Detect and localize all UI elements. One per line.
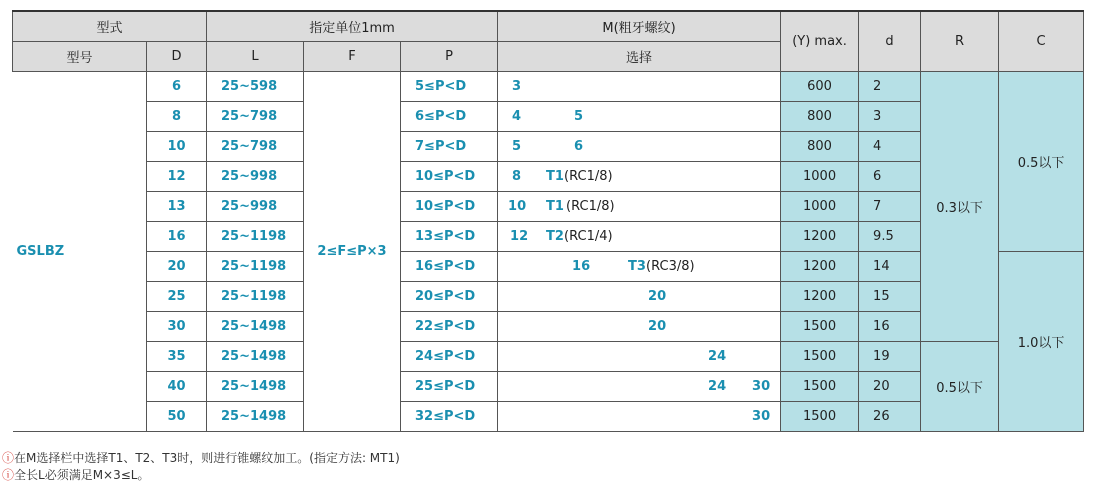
m-value: (RC1/8) (566, 198, 615, 214)
cell-Y: 1000 (781, 191, 859, 221)
m-value: T1 (546, 198, 564, 214)
cell-P: 22≤P<D (401, 311, 498, 341)
cell-d: 4 (859, 131, 921, 161)
m-group-header: M(粗牙螺纹) (498, 11, 781, 41)
cell-D: 6 (147, 71, 207, 101)
cell-D: 8 (147, 101, 207, 131)
cell-D: 40 (147, 371, 207, 401)
cell-D: 16 (147, 221, 207, 251)
f-range: 2≤F≤P×3 (304, 71, 401, 431)
cell-d: 9.5 (859, 221, 921, 251)
cell-M (498, 71, 781, 101)
notes (2, 450, 400, 484)
type-group-header: 型式 (13, 11, 207, 41)
m-value: 10 (508, 198, 527, 214)
cell-Y: 800 (781, 131, 859, 161)
note-text: 全长L必须满足M×3≤L。 (14, 468, 150, 482)
cell-d: 16 (859, 311, 921, 341)
cell-M (498, 191, 781, 221)
cell-L: 25~798 (207, 131, 304, 161)
cell-Y: 1200 (781, 281, 859, 311)
note-line (2, 450, 400, 467)
m-value: 5 (574, 108, 584, 124)
cell-Y: 1500 (781, 401, 859, 431)
cell-L: 25~1198 (207, 221, 304, 251)
cell-P: 7≤P<D (401, 131, 498, 161)
cell-D: 20 (147, 251, 207, 281)
spec-table-container (12, 10, 1084, 432)
cell-P: 10≤P<D (401, 161, 498, 191)
cell-D: 50 (147, 401, 207, 431)
cell-L: 25~598 (207, 71, 304, 101)
cell-P: 6≤P<D (401, 101, 498, 131)
cell-P: 10≤P<D (401, 191, 498, 221)
cell-D: 13 (147, 191, 207, 221)
cell-Y: 1200 (781, 251, 859, 281)
model-header: 型号 (13, 41, 147, 71)
d-header: d (859, 11, 921, 71)
m-value: T2 (546, 228, 564, 244)
m-value: 30 (752, 378, 771, 394)
cell-d: 2 (859, 71, 921, 101)
model-name: GSLBZ (13, 71, 147, 431)
cell-d: 20 (859, 371, 921, 401)
cell-M (498, 131, 781, 161)
L-header: L (207, 41, 304, 71)
cell-M (498, 251, 781, 281)
cell-D: 30 (147, 311, 207, 341)
cell-M (498, 401, 781, 431)
m-value: (RC3/8) (646, 258, 695, 274)
cell-P: 5≤P<D (401, 71, 498, 101)
m-value: 24 (708, 348, 727, 364)
cell-M (498, 371, 781, 401)
spec-table (12, 10, 1084, 432)
m-value: 20 (648, 288, 667, 304)
cell-D: 12 (147, 161, 207, 191)
cell-d: 26 (859, 401, 921, 431)
cell-M (498, 161, 781, 191)
cell-L: 25~1498 (207, 401, 304, 431)
cell-d: 15 (859, 281, 921, 311)
cell-P: 16≤P<D (401, 251, 498, 281)
m-value: T3 (628, 258, 646, 274)
cell-d: 3 (859, 101, 921, 131)
cell-P: 32≤P<D (401, 401, 498, 431)
m-value: 5 (512, 138, 522, 154)
cell-L: 25~998 (207, 161, 304, 191)
F-header: F (304, 41, 401, 71)
cell-Y: 1500 (781, 371, 859, 401)
m-value: 4 (512, 108, 522, 124)
cell-L: 25~1198 (207, 251, 304, 281)
cell-M (498, 101, 781, 131)
cell-Y: 1200 (781, 221, 859, 251)
cell-M (498, 341, 781, 371)
m-value: T1 (546, 168, 564, 184)
cell-d: 14 (859, 251, 921, 281)
cell-Y: 1500 (781, 311, 859, 341)
table-row (13, 71, 1084, 101)
r-value: 0.3以下 (921, 71, 999, 341)
note-text: 在M选择栏中选择T1、T2、T3时，则进行锥螺纹加工。(指定方法: MT1) (14, 451, 400, 465)
y-max-header: (Y) max. (781, 11, 859, 71)
cell-D: 25 (147, 281, 207, 311)
header-row-1 (13, 11, 1084, 41)
cell-L: 25~1198 (207, 281, 304, 311)
m-value: 6 (574, 138, 584, 154)
m-value: 8 (512, 168, 522, 184)
cell-P: 25≤P<D (401, 371, 498, 401)
m-value: 12 (510, 228, 529, 244)
cell-P: 20≤P<D (401, 281, 498, 311)
c-value: 1.0以下 (999, 251, 1084, 431)
m-value: (RC1/8) (564, 168, 613, 184)
cell-M (498, 281, 781, 311)
m-value: 30 (752, 408, 771, 424)
cell-P: 13≤P<D (401, 221, 498, 251)
select-header: 选择 (498, 41, 781, 71)
cell-M (498, 311, 781, 341)
cell-Y: 1500 (781, 341, 859, 371)
r-value: 0.5以下 (921, 341, 999, 431)
cell-L: 25~998 (207, 191, 304, 221)
cell-L: 25~798 (207, 101, 304, 131)
cell-D: 10 (147, 131, 207, 161)
m-value: (RC1/4) (564, 228, 613, 244)
m-value: 3 (512, 78, 522, 94)
spec-group-header: 指定单位1mm (207, 11, 498, 41)
cell-M (498, 221, 781, 251)
cell-Y: 800 (781, 101, 859, 131)
table-row (13, 341, 1084, 371)
c-value: 0.5以下 (999, 71, 1084, 251)
warning-icon: ⓘ (2, 468, 15, 482)
c-header: C (999, 11, 1084, 71)
cell-Y: 1000 (781, 161, 859, 191)
cell-P: 24≤P<D (401, 341, 498, 371)
cell-L: 25~1498 (207, 371, 304, 401)
D-header: D (147, 41, 207, 71)
cell-d: 7 (859, 191, 921, 221)
cell-L: 25~1498 (207, 311, 304, 341)
warning-icon: ⓘ (2, 451, 15, 465)
r-header: R (921, 11, 999, 71)
m-value: 16 (572, 258, 591, 274)
m-value: 24 (708, 378, 727, 394)
note-line (2, 467, 400, 484)
cell-L: 25~1498 (207, 341, 304, 371)
P-header: P (401, 41, 498, 71)
cell-Y: 600 (781, 71, 859, 101)
cell-d: 6 (859, 161, 921, 191)
m-value: 20 (648, 318, 667, 334)
cell-d: 19 (859, 341, 921, 371)
cell-D: 35 (147, 341, 207, 371)
